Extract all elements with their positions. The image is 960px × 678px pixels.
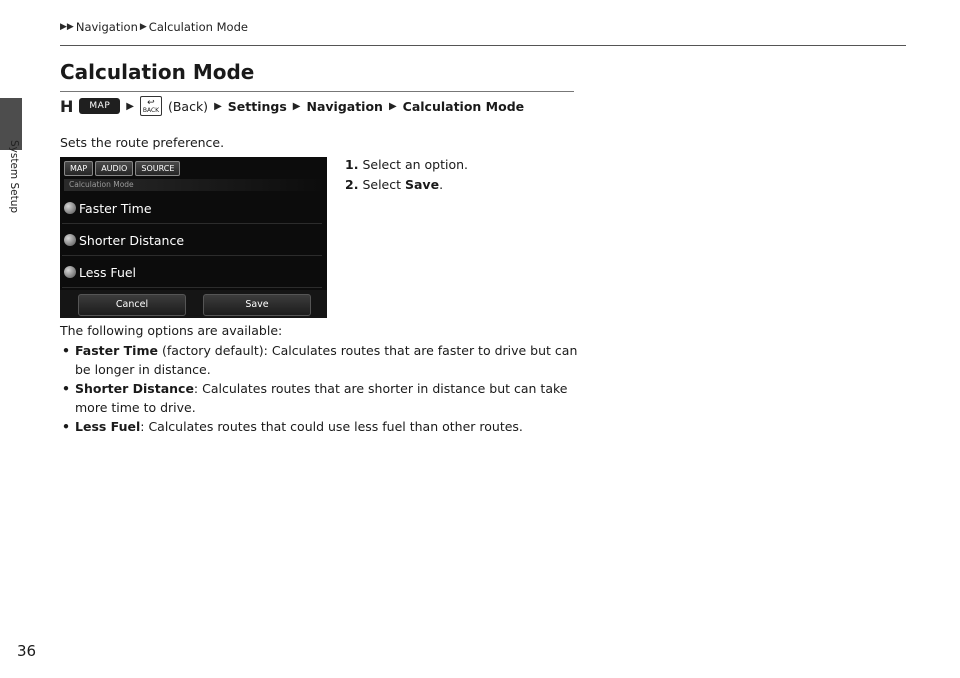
radio-icon [64,266,76,278]
screen-option-less-fuel [62,257,322,288]
screen-cancel-button: Cancel [78,294,186,316]
radio-icon [64,234,76,246]
step-1 [345,155,468,175]
screen-save-button: Save [203,294,311,316]
back-text: (Back) [167,98,209,114]
home-icon: H [60,96,74,116]
step-punct: . [439,177,444,192]
step-text: Select [362,177,401,192]
step-save-term: Save [404,177,440,192]
back-icon: ↩ BACK [140,96,162,116]
option-description: : Calculates routes that are shorter in distance but can take more time to drive. [75,381,568,415]
options-list [60,341,580,436]
screen-heading: Calculation Mode [64,179,327,191]
path-arrow-icon: ▶ [388,100,397,112]
screen-option-faster-time [62,193,322,224]
breadcrumb-arrow-icon: ▶▶ [60,22,74,32]
option-term: Less Fuel [75,419,141,434]
breadcrumb-item-navigation[interactable]: Navigation [75,20,138,34]
option-term: Shorter Distance [75,381,194,396]
option-description: : Calculates routes that could use less fuel than other routes. [140,419,523,434]
screen-option-label: Less Fuel [79,264,137,280]
section-side-label: System Setup [8,140,20,214]
back-icon-label: BACK [142,106,160,114]
screen-option-label: Faster Time [79,200,152,216]
step-number: 2. [345,177,359,192]
page-title: Calculation Mode [60,60,255,84]
intro-text: Sets the route preference. [60,135,225,150]
breadcrumb-item-calculation-mode[interactable]: Calculation Mode [148,20,248,34]
screen-tab-map: MAP [64,161,93,176]
path-arrow-icon: ▶ [292,100,301,112]
step-text: Select an option. [362,157,469,172]
screen-tab-source: SOURCE [135,161,180,176]
page-number: 36 [17,642,37,660]
screen-option-shorter-distance [62,225,322,256]
step-number: 1. [345,157,359,172]
step-2 [345,175,468,195]
breadcrumb-arrow-icon: ▶ [139,22,147,32]
path-arrow-icon: ▶ [126,100,134,112]
screen-option-label: Shorter Distance [79,232,185,248]
path-arrow-icon: ▶ [214,100,222,112]
breadcrumb [60,20,248,34]
path-step-settings: Settings [227,98,287,114]
screen-tab-bar [64,161,180,176]
screen-tab-audio: AUDIO [95,161,133,176]
header-divider [60,45,906,46]
option-description: (factory default): Calculates routes that are faster to drive but can be longer in distance. [75,343,578,377]
list-item [60,341,580,379]
steps-list [345,155,468,195]
list-item [60,379,580,417]
map-button-icon: MAP [79,98,120,114]
menu-path [60,96,524,116]
option-term: Faster Time [75,343,158,358]
device-screen-image [60,157,327,318]
radio-icon [64,202,76,214]
title-divider [60,91,574,92]
path-step-calculation-mode: Calculation Mode [402,98,525,114]
path-step-navigation: Navigation [306,98,383,114]
list-item [60,417,580,436]
options-intro: The following options are available: [60,323,283,338]
